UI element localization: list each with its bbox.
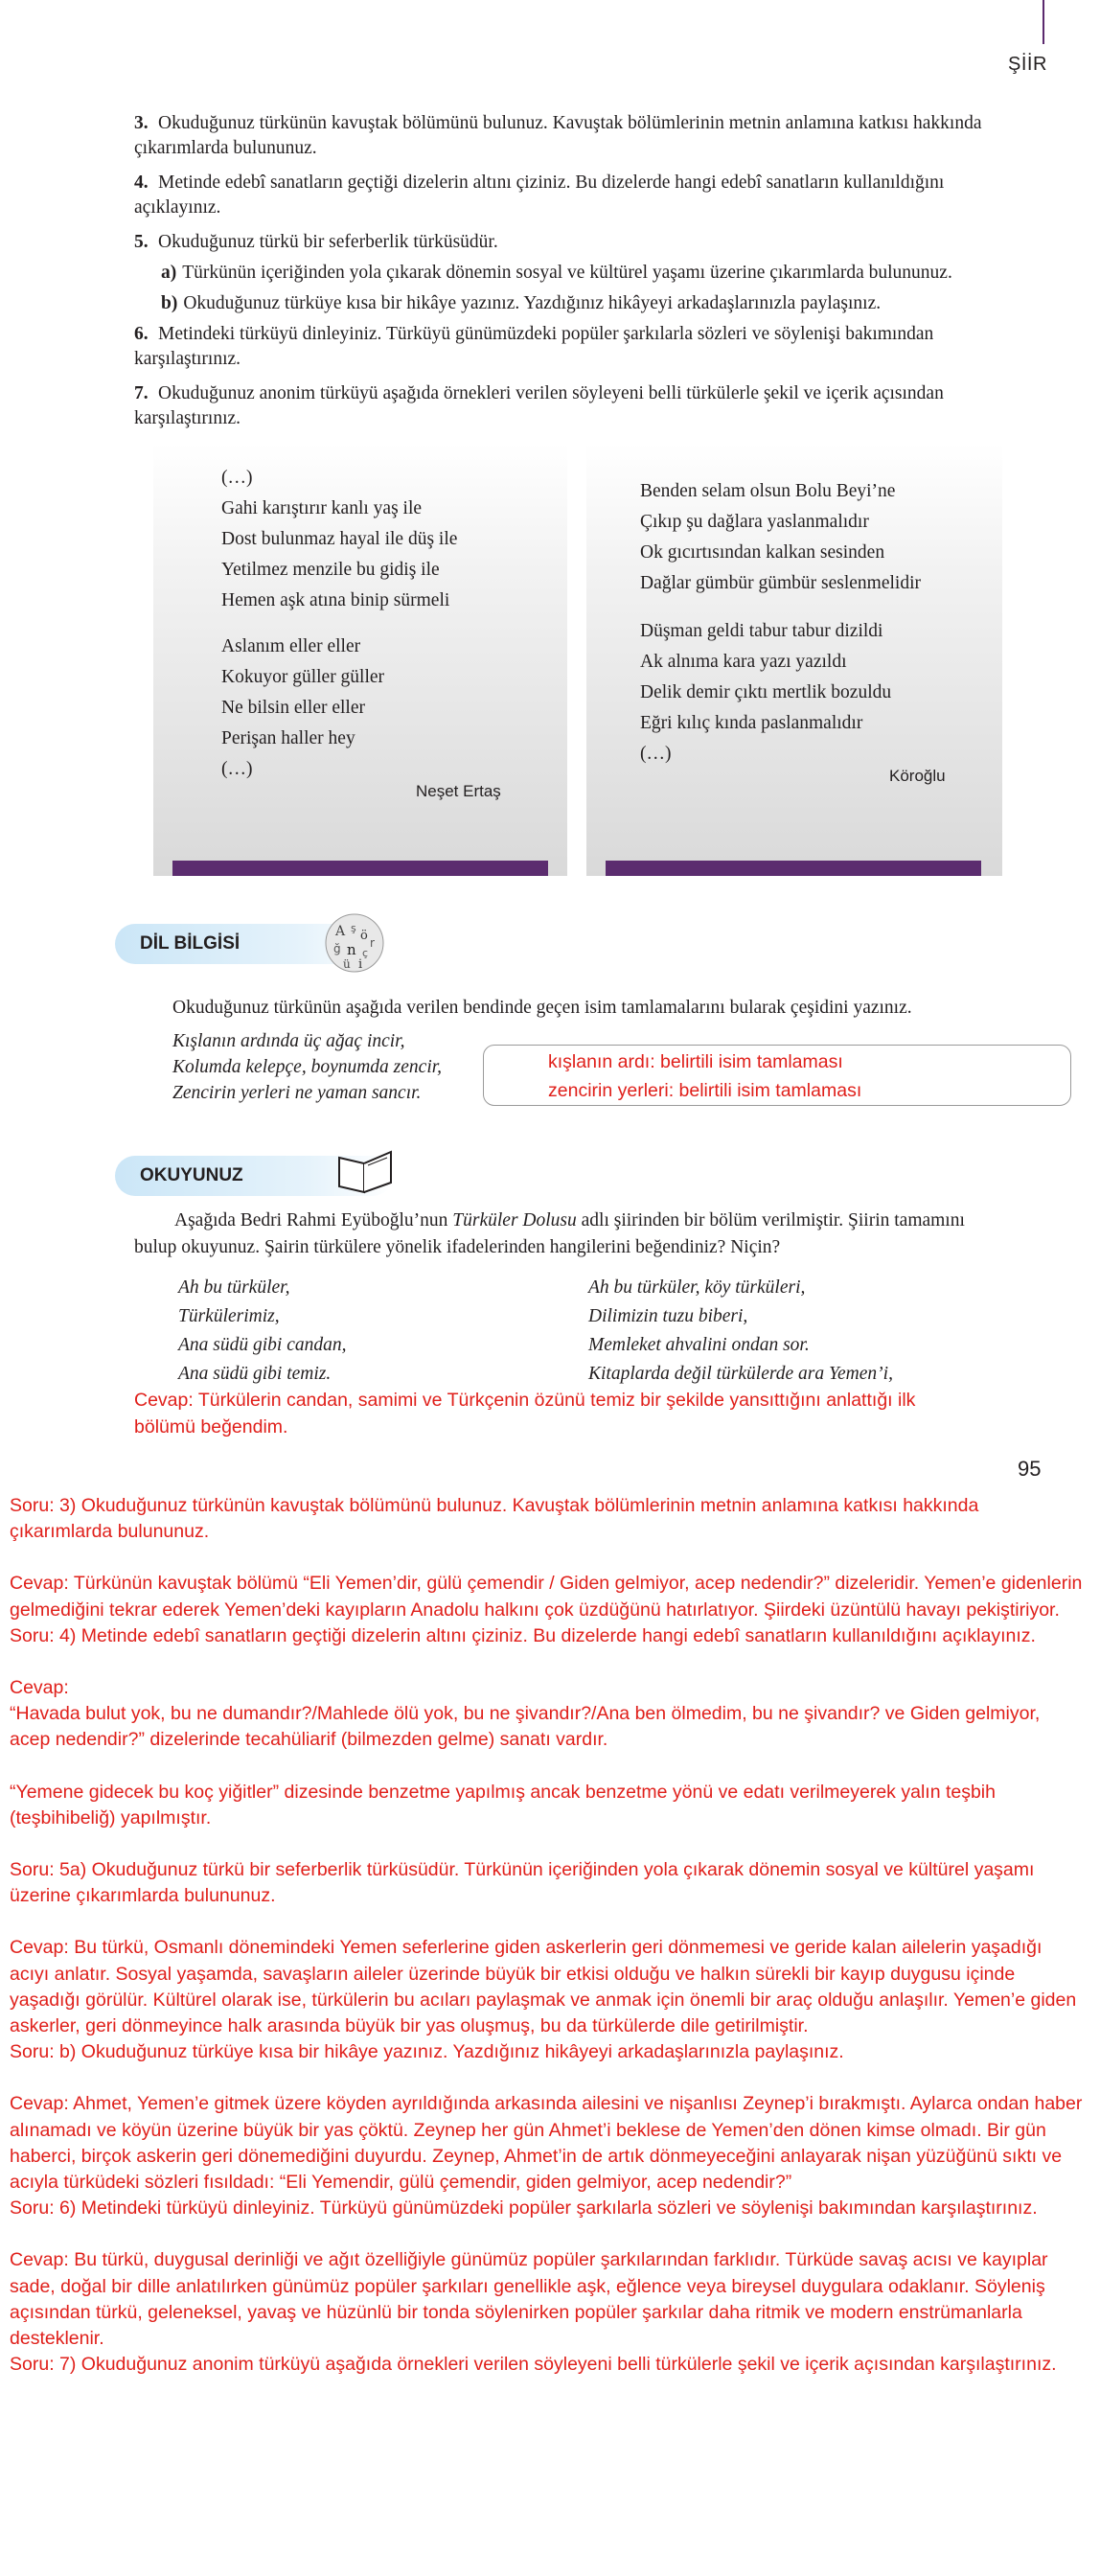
page-number: 95 [1018, 1457, 1042, 1481]
qa-question: Soru: b) Okuduğunuz türküye kısa bir hikâye yazınız. Yazdığınız hikâyeyi arkadaşlarınızla paylaşınız. [10, 2041, 844, 2063]
poem-line: (…) [221, 468, 253, 488]
answer-line: bölümü beğendim. [134, 1416, 288, 1438]
verse-line: Kolumda kelepçe, boynumda zencir, [172, 1057, 443, 1077]
qa-gap [10, 1754, 1083, 1780]
poem-line: Ana südü gibi temiz. [178, 1364, 332, 1384]
poem-line: (…) [640, 744, 672, 764]
svg-text:i: i [358, 957, 363, 972]
question-7: 7. Okuduğunuz anonim türküyü aşağıda örnekleri verilen söyleyeni belli türkülerle şekil ve içerik açısından karşılaştırınız. [134, 383, 944, 428]
poem-line: Aslanım eller eller [221, 636, 361, 656]
qa-question: Soru: 7) Okuduğunuz anonim türküyü aşağıda örnekleri verilen söyleyeni belli türkülerle şekil ve içerik açısından karşılaştırınız. [10, 2354, 1057, 2376]
question-5: 5. Okuduğunuz türkü bir seferberlik türküsüdür. [134, 232, 498, 252]
poem-line: Çıkıp şu dağlara yaslanmalıdır [640, 512, 869, 532]
poem-line: Memleket ahvalini ondan sor. [588, 1335, 810, 1355]
poem-line: Ah bu türküler, köy türküleri, [588, 1277, 806, 1298]
qa-answer: “Havada bulut yok, bu ne dumandır?/Mahlede ölü yok, bu ne şivandır?/Ana ben ölmedim, bu ne şivandır? ve Giden gelmiyor, acep nedendir?” dizelerinde tecahüliarif (bilmezden gelme) sanatı vardır. [10, 1703, 1041, 1751]
qa-question: Soru: 6) Metindeki türküyü dinleyiniz. Türküyü günümüzdeki popüler şarkılarla sözleri ve söylenişi bakımından karşılaştırınız. [10, 2197, 1038, 2220]
qa-gap [10, 1909, 1083, 1935]
qa-answer: Cevap: Bu türkü, Osmanlı dönemindeki Yemen seferlerine giden askerlerin geri dönmemesi ve geride kalan ailelerin yaşadığı acıyı anlatır. Sosyal yaşamda, savaşların aileler üzerinde büyük bir etkisi olduğu ve halkın sürekli bir kayıp duygusu içinde yaşadığı görülür. Kültürel olarak ise, türkülerin bu acıları paylaşmak ve anmak için önemli bir araç olduğu anlaşılır. Yemen’e giden askerler, geri dönmeyince halk arasında büyük bir yas oluşmuş, bu da türkülerde dile getirilmiştir. [10, 1937, 1077, 2037]
poem-line: Gahi karıştırır kanlı yaş ile [221, 498, 423, 518]
svg-text:ğ: ğ [333, 942, 341, 955]
answer-line: Cevap: Türkülerin candan, samimi ve Türkçenin özünü temiz bir şekilde yansıttığını anlattığı ilk [134, 1390, 916, 1411]
poem-line: Delik demir çıktı mertlik bozuldu [640, 682, 892, 702]
question-5a: a) Türkünün içeriğinden yola çıkarak dönemin sosyal ve kültürel yaşamı üzerine çıkarımlarda bulununuz. [161, 263, 952, 283]
svg-text:ç: ç [362, 947, 369, 959]
qa-gap [10, 1831, 1083, 1857]
poem-line: Eğri kılıç kında paslanmalıdır [640, 713, 863, 733]
verse-line: Zencirin yerleri ne yaman sancır. [172, 1083, 422, 1103]
poem-line: Hemen aşk atına binip sürmeli [221, 590, 450, 610]
poem-box-left [153, 443, 567, 876]
poem-line: Ah bu türküler, [178, 1277, 290, 1298]
question-3: 3. Okuduğunuz türkünün kavuştak bölümünü bulunuz. Kavuştak bölümlerinin metnin anlamına katkısı hakkında çıkarımlarda bulununuz. [134, 113, 982, 158]
verse-line: Kışlanın ardında üç ağaç incir, [172, 1031, 405, 1051]
svg-text:n: n [347, 941, 356, 958]
qa-answer: Cevap: Ahmet, Yemen’e gitmek üzere köyden ayrıldığında arkasında ailesini ve nişanlısı Zeynep’i bırakmıştı. Aylarca ondan haber alınamadı ve köyün üzerine büyük bir yas çöktü. Zeynep her gün Ahmet’i beklese de Yemen’den dönen kimse olmadı. Bir gün haberci, birçok askerin geri dönemediğini duyurdu. Zeynep, Ahmet’in de artık dönmeyeceğini anlayarak nişan yüzüğünü sıktı ve acıyla türküdeki sözleri fısıldadı: “Eli Yemendir, gülü çemendir, giden gelmiyor, acep nedendir?” [10, 2093, 1083, 2194]
qa-section [10, 1493, 1083, 2378]
poem-line: Dağlar gümbür gümbür seslenmelidir [640, 573, 921, 593]
poem-line: Kitaplarda değil türkülerde ara Yemen’i, [588, 1364, 893, 1384]
header-rule [1043, 0, 1044, 44]
dil-bilgisi-heading: DİL BİLGİSİ [115, 924, 383, 964]
poem-line: Benden selam olsun Bolu Beyi’ne [640, 481, 896, 501]
okuyunuz-intro: Aşağıda Bedri Rahmi Eyüboğlu’nun Türküler Dolusu adlı şiirinden bir bölüm verilmiştir. Şiirin tamamını [174, 1210, 965, 1230]
svg-text:r: r [370, 936, 375, 950]
svg-text:ş: ş [351, 922, 356, 934]
poem-line: Ak alnıma kara yazı yazıldı [640, 652, 847, 672]
poem-line: Ne bilsin eller eller [221, 698, 365, 718]
qa-answer: Cevap: Bu türkü, duygusal derinliği ve ağıt özelliğiyle günümüz popüler şarkılarından farklıdır. Türküde savaş acısı ve kayıplar sade, doğal bir dille anlatılırken günümüz popüler şarkıları genellikle aşk, eğlence veya bireysel duygulara odaklanır. Söyleniş açısından türkü, geleneksel, yavaş ve hüzünlü bir tonda söylenirken popüler şarkılar daha ritmik ve modern enstrümanlarla desteklenir. [10, 2249, 1048, 2350]
qa-gap [10, 2221, 1083, 2247]
poem-line: Türkülerimiz, [178, 1306, 280, 1326]
poem-box-left-bar [172, 861, 548, 876]
qa-question: Soru: 3) Okuduğunuz türkünün kavuştak bölümünü bulunuz. Kavuştak bölümlerinin metnin anlamına katkısı hakkında çıkarımlarda bulununuz. [10, 1495, 979, 1543]
qa-gap [10, 1649, 1083, 1675]
poem-box-right-bar [606, 861, 981, 876]
svg-text:ö: ö [360, 929, 368, 943]
poet-name: Neşet Ertaş [416, 782, 501, 800]
svg-text:ü: ü [343, 957, 351, 971]
poem-line: Ok gıcırtısından kalkan sesinden [640, 542, 885, 563]
qa-question: Soru: 4) Metinde edebî sanatların geçtiği dizelerin altını çiziniz. Bu dizelerde hangi edebî sanatların kullanıldığını açıklayınız. [10, 1624, 1036, 1646]
okuyunuz-heading: OKUYUNUZ [115, 1156, 393, 1196]
svg-text:A: A [335, 924, 346, 939]
okuyunuz-intro-line2: bulup okuyunuz. Şairin türkülere yönelik ifadelerinden hangilerini beğendiniz? Niçin? [134, 1237, 781, 1257]
letters-bubble-icon [316, 910, 391, 974]
poet-name: Köroğlu [889, 767, 946, 785]
qa-answer: Cevap: [10, 1677, 69, 1699]
qa-question: Soru: 5a) Okuduğunuz türkü bir seferberlik türküsüdür. Türkünün içeriğinden yola çıkarak dönemin sosyal ve kültürel yaşamı üzerine çıkarımlarda bulununuz. [10, 1859, 1035, 1907]
open-book-icon [335, 1148, 397, 1196]
qa-answer: Cevap: Türkünün kavuştak bölümü “Eli Yemen’dir, gülü çemendir / Giden gelmiyor, acep nedendir?” dizeleridir. Yemen’e gidenlerin gelmediğini tekrar ederek Yemen’deki kayıpların Anadolu halkını çok üzdüğünü hatırlatıyor. Şiirdeki üzüntülü havayı pekiştiriyor. [10, 1573, 1083, 1621]
poem-line: Dost bulunmaz hayal ile düş ile [221, 529, 458, 549]
poem-line: Kokuyor güller güller [221, 667, 385, 687]
poem-line: (…) [221, 759, 253, 779]
poem-line: Ana südü gibi candan, [178, 1335, 347, 1355]
answer-line: kışlanın ardı: belirtili isim tamlaması [548, 1051, 843, 1072]
qa-gap [10, 2065, 1083, 2091]
question-6: 6. Metindeki türküyü dinleyiniz. Türküyü günümüzdeki popüler şarkılarla sözleri ve söylenişi bakımından karşılaştırınız. [134, 324, 934, 369]
dil-bilgisi-prompt: Okuduğunuz türkünün aşağıda verilen bendinde geçen isim tamlamalarını bularak çeşidini yazınız. [172, 998, 912, 1018]
poem-box-right [586, 443, 1002, 876]
poem-line: Düşman geldi tabur tabur dizildi [640, 621, 883, 641]
question-5b: b) Okuduğunuz türküye kısa bir hikâye yazınız. Yazdığınız hikâyeyi arkadaşlarınızla paylaşınız. [161, 293, 882, 313]
qa-gap [10, 1545, 1083, 1571]
qa-answer: “Yemene gidecek bu koç yiğitler” dizesinde benzetme yapılmış ancak benzetme yönü ve edatı verilmeyerek yalın teşbih (teşbihibeliğ) yapılmıştır. [10, 1781, 996, 1828]
answer-line: zencirin yerleri: belirtili isim tamlaması [548, 1080, 862, 1101]
poem-line: Perişan haller hey [221, 728, 355, 748]
poem-line: Dilimizin tuzu biberi, [588, 1306, 748, 1326]
question-4: 4. Metinde edebî sanatların geçtiği dizelerin altını çiziniz. Bu dizelerde hangi edebî sanatların kullanıldığını açıklayınız. [134, 172, 945, 218]
section-label: ŞİİR [1008, 54, 1047, 75]
poem-line: Yetilmez menzile bu gidiş ile [221, 560, 440, 580]
